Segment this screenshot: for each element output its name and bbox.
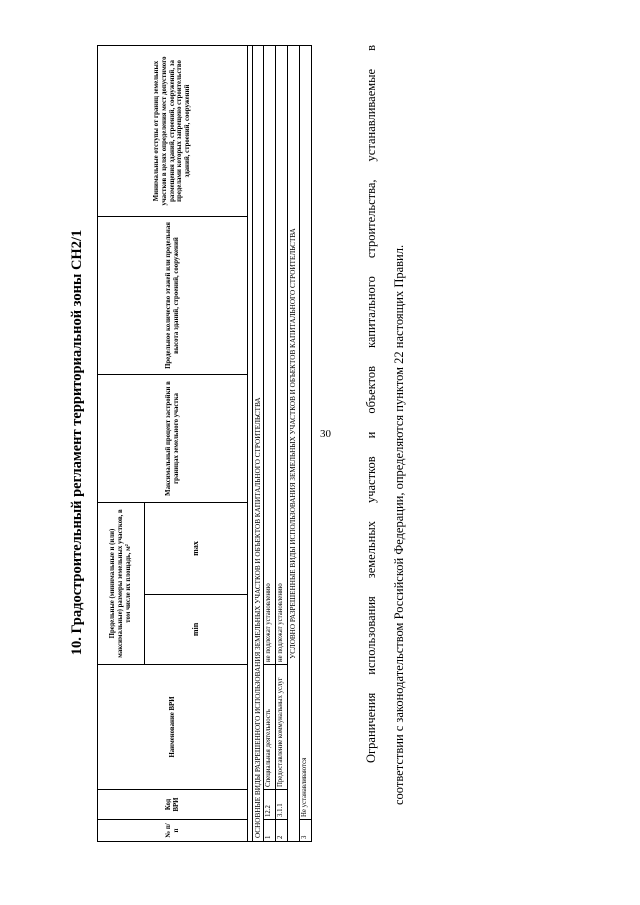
paragraph-line-1: Ограничения использования земельных участков и объектов капитального строительства, устанавливаемые в [364, 45, 378, 763]
table-row [299, 46, 311, 842]
header-build-percent: Максимальный процент застройки в границах земельного участка [98, 375, 248, 503]
header-floors: Предельное количество этажей или предельная высота зданий, строений, сооружений [98, 217, 248, 375]
table-row [264, 46, 276, 842]
header-max: max [145, 503, 248, 595]
table-row [276, 46, 288, 842]
header-setbacks: Минимальные отступы от границ земельных участков в целях определения мест допустимого размещения зданий, строений, сооружений, за пределами которых запрещено строительство зданий, строений, сооружений [98, 46, 248, 217]
paragraph-line-2: соответствии с законодательством Российской Федерации, определяются пунктом 22 настоящих Правил. [392, 244, 406, 805]
regulation-table [97, 45, 312, 842]
row-num: 3 [299, 820, 311, 842]
row-name: Предоставление коммунальных услуг [276, 665, 288, 790]
header-code: Код ВРИ [98, 790, 248, 820]
restrictions-paragraph [357, 45, 413, 805]
header-name: Наименование ВРИ [98, 665, 248, 790]
row-name: Специальная деятельность [264, 665, 276, 790]
page-title: 10. Градостроительный регламент территориальной зоны СН2/1 [69, 229, 85, 656]
row-code: 3.1.1 [276, 790, 288, 820]
row-name: Не устанавливаются [299, 46, 311, 820]
header-min: min [145, 595, 248, 665]
row-note: не подлежат установлению [276, 46, 288, 665]
header-num: № п/п [98, 820, 248, 842]
row-num: 1 [264, 820, 276, 842]
page-number: 30 [320, 428, 331, 440]
row-note: не подлежат установлению [264, 46, 276, 665]
row-num: 2 [276, 820, 288, 842]
rotated-page-content [35, 40, 595, 845]
section-main-title: ОСНОВНЫЕ ВИДЫ РАЗРЕШЕННОГО ИСПОЛЬЗОВАНИЯ ЗЕМЕЛЬНЫХ УЧАСТКОВ И ОБЪЕКТОВ КАПИТАЛЬНОГО СТРОИТЕЛЬСТВА [253, 46, 264, 842]
header-size-group: Предельные (минимальные и (или) максимальные) размеры земельных участков, в том числе их площадь, м² [98, 503, 145, 665]
row-code: 12.2 [264, 790, 276, 820]
section-conditional-title: УСЛОВНО РАЗРЕШЕННЫЕ ВИДЫ ИСПОЛЬЗОВАНИЯ ЗЕМЕЛЬНЫХ УЧАСТКОВ И ОБЪЕКТОВ КАПИТАЛЬНОГО СТРОИТЕЛЬСТВА [288, 46, 299, 842]
